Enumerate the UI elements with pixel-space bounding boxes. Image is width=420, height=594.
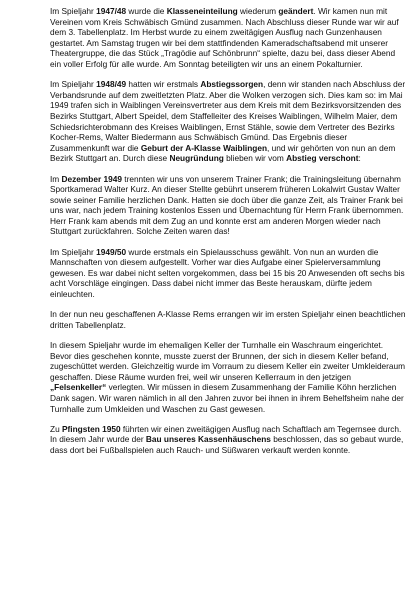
paragraph-waschraum — [50, 340, 406, 414]
text-run: , und wir gehörten von nun an dem Bezirk Stuttgart an. Durch diese — [50, 142, 396, 164]
text-run: verlegten. Wir müssen in diesem Zusammenhang der Familie Köhn herzlichen Dank sagen. Wir waren nämlich in all den Jahren zuvor bei ihnen in ihrem Behelfsheim nahe der Turnhalle zum Umkleiden und Waschen zu Gast gewesen. — [50, 382, 404, 414]
bold-text-run: Abstiegssorgen — [200, 79, 264, 90]
text-run: blieben wir vom — [223, 153, 287, 164]
text-run: wurde die — [126, 6, 167, 16]
text-run: : — [358, 153, 361, 164]
bold-text-run: Abstieg verschont — [286, 153, 359, 164]
text-run: Im Spieljahr — [50, 79, 97, 90]
paragraph-a-klasse-rems — [50, 309, 406, 330]
text-run: , denn wir standen nach Abschluss der Verbandsrunde auf dem zweitletzten Platz. Aber die Wolken verzogen sich. Dies kam so: im Mai 1949 trafen sich in Waiblingen Vereinsvertreter aus dem Kreis mit dem Bezirksvorsitzenden des Bezirks Stuttgart, Albert Speidel, dem Staffelleiter des Kreises Waiblingen, Wilhelm Maier, dem Schiedsrichterobmann des Kreises Waiblingen, Ernst Stähle, sowie dem Vertreter des Bezirks Kocher-Rems, Walter Biedermann aus Schwäbisch Gmünd. Das Ergebnis dieser Zusammenkunft war die — [50, 79, 406, 153]
text-run: hatten wir erstmals — [126, 79, 201, 90]
bold-text-run: 1949/50 — [96, 246, 127, 257]
text-run: Zu — [50, 423, 62, 434]
text-run: beschlossen, das so gebaut wurde, dass dort bei Fußballspielen auch Rauch- und Süßwaren verkauft werden konnte. — [50, 434, 404, 455]
paragraph-dezember-1949 — [50, 174, 406, 238]
text-run: trennten wir uns von unserem Trainer Frank; die Trainingsleitung übernahm Sportkamerad Walter Kurz. An dieser Stellte gebührt unserem früheren Lokalwirt Gustav Walter sowie seiner Familie herzlichen Dank. Hatten sie doch über die ganze Zeit, als Trainer Frank bei uns war, nach jedem Training kostenlos Essen und Übernachtung für Herrn Frank übernommen. Herr Frank kam abends mit dem Zug an und konnte erst am anderen Morgen wieder nach Stuttgart zurückfahren. Solche Zeiten waren das! — [50, 173, 404, 237]
text-run: wurde erstmals ein Spielausschuss gewählt. Von nun an wurden die Mannschaften von diesem aufgestellt. Vorher war dies Aufgabe einer Spielerversammlung gewesen. Es war dabei nicht selten vorgekommen, dass bei 15 bis 20 Anwesenden oft sechs bis acht Vorschläge eingingen. Dass dabei nicht immer das Beste herauskam, dürfte jedem einleuchten. — [50, 246, 405, 300]
text-run: führten wir einen zweitägigen Ausflug nach Schaftlach am Tegernsee durch. In diesem Jahr wurde der — [50, 423, 402, 445]
bold-text-run: Bau unseres Kassenhäuschens — [145, 434, 271, 445]
bold-text-run: 1947/48 — [96, 6, 127, 16]
paragraph-pfingsten-1950 — [50, 424, 406, 456]
text-run: Im — [50, 173, 62, 184]
text-run: wiederum — [237, 6, 279, 16]
text-run: . Wir kamen nun mit Vereinen vom Kreis Schwäbisch Gmünd zusammen. Nach Abschluss dieser Runde war wir auf dem 3. Tabellenplatz. Im Herbst wurde zu einem zweitägigen Ausflug nach Gunzenhausen gestartet. Am Samstag trugen wir bei dem stattfindenden Kameradschaftsabend mit unserer Theatergruppe, die das Stück „Tragödie auf Schönbrunn“ spielte, dazu bei, dass dieser Abend ein voller Erfolg für alle wurde. Am Sonntag beteiligten wir uns an einem Pokalturnier. — [50, 6, 399, 69]
paragraph-1947-48 — [50, 6, 406, 70]
paragraph-1948-49 — [50, 79, 406, 164]
text-run: In der nun neu geschaffenen A-Klasse Rems errangen wir im ersten Spieljahr einen beachtlichen dritten Tabellenplatz. — [50, 309, 406, 330]
text-run: In diesem Spieljahr wurde im ehemaligen Keller der Turnhalle ein Waschraum eingerichtet. Bevor dies geschehen konnte, musste zuerst der Brunnen, der sich in diesem Keller befand, zugeschüttet werden. Gleichzeitig wurde im Vorraum zu diesem Keller ein zweiter Umkleideraum geschaffen. Diese Räume wurden frei, weil wir unseren Kellerraum in den jetzigen — [50, 340, 406, 382]
paragraph-1949-50 — [50, 247, 406, 300]
bold-text-run: Pfingsten 1950 — [62, 423, 121, 434]
bold-text-run: Klasseneinteilung — [166, 6, 238, 16]
bold-text-run: 1948/49 — [96, 79, 127, 90]
bold-text-run: „Felsenkeller“ — [50, 382, 107, 393]
bold-text-run: Neugründung — [169, 153, 224, 164]
bold-text-run: Dezember 1949 — [61, 173, 122, 184]
text-run: Im Spieljahr — [50, 6, 97, 16]
text-run: Im Spieljahr — [50, 246, 97, 257]
bold-text-run: Geburt der A-Klasse Waiblingen — [140, 142, 268, 153]
bold-text-run: geändert — [278, 6, 314, 16]
